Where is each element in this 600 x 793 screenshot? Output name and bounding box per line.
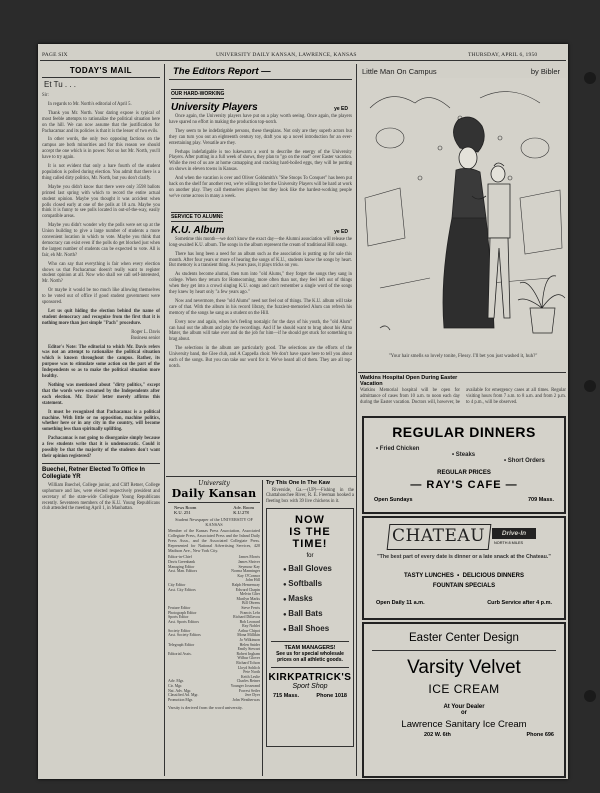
mail-subtitle: Et Tu . . . — [44, 80, 77, 89]
kaw-headline: Try This One In The Kaw — [266, 480, 330, 486]
cartoon-panel — [360, 64, 566, 374]
paper-title: UNIVERSITY DAILY KANSAN, LAWRENCE, KANSAS — [216, 52, 357, 58]
store-sub: Sport Shop — [292, 683, 328, 691]
paragraph: Riverside, Ga.—(UP)—Fishing in the Chattahoochee River, R. E. Freeman hooked a fleeting box with 39 live chickens in it. — [266, 487, 354, 505]
staff-person: John Weatherwax — [232, 697, 260, 702]
buechel-headline: Buechel, Retner Elected To Office In Collegiate YR — [42, 466, 145, 480]
masthead-description: Student Newspaper of the UNIVERSITY OF KANSAS — [175, 517, 253, 528]
store-name: KIRKPATRICK'S — [268, 672, 352, 684]
paragraph: Thank you Mr. North. Your daring expose is typical of most feeble attempts to rationalize the political situation here on the hill. We can now assume that the justification for Pachacamac and its policies is that it is the lesser of two evils. — [42, 110, 160, 134]
staff-person: Ray Noblet — [242, 624, 260, 629]
section-label: OUR HARD-WORKING — [171, 91, 225, 97]
cartoon-title: Little Man On Campus — [362, 67, 437, 76]
bullet-icon: ● — [283, 627, 289, 634]
ad-item: ● Masks — [283, 594, 313, 604]
paragraph: Every now and again, when he's feeling nostalgic for the days of his youth, the "old Alum" can haul out the album and play the recordings. And if he should want to brag about his Alma Mater, the album will take over and do the job for him—if he should get stuck for something to brag about. — [169, 319, 352, 343]
mail-letter — [42, 93, 160, 460]
masthead — [168, 480, 260, 776]
staff-role: Nat. Adv. Mgr. — [168, 688, 192, 693]
chateau-curb: Curb Service after 4 p.m. — [487, 600, 552, 606]
paragraph: Let us quit hiding the election behind the name of student democracy and recognize from the first that it is nothing more than just simple "Pach" procedure. — [42, 309, 160, 326]
paragraph: In other words, the only two opposing factions on the campus are both minorities and for this reason we should accept the one which is in power. Not so hot Mr. North, you'll have to try again. — [42, 137, 160, 161]
news-room-label: News Room — [174, 505, 197, 510]
paragraph: Maybe you didn't wonder why the polls were set up at the Union building to give a large number of students a more convenient location in which to vote. Maybe you think that democracy can exist even if the polls do get blocked just when the largest number of students can be expected to vote. All is fair, eh Mr. North? — [42, 223, 160, 258]
rays-item: • Short Orders — [504, 458, 545, 464]
rays-cafe-ad — [362, 416, 566, 514]
staff-person: Wilbur Glover — [237, 656, 260, 661]
todays-mail-column — [42, 64, 160, 776]
paragraph: As students become alumni, then turn into "old Alums," they forget the songs they sang in college. When they return for Homecoming, more often than not, they feel left out of things when they get into a crowd singing K.U. songs and can't remember a single word of the songs they knew by heart only "a few years ago." — [169, 272, 352, 296]
paragraph: Who can say that everything is fair when every election shows us that Pachacamac doesn't really want to register student opinion at all. Now who shall we call self-interested, Mr. North? — [42, 261, 160, 285]
header-rule — [40, 60, 566, 61]
page-number: PAGE SIX — [42, 52, 68, 58]
staff-person: Keith Leslie — [240, 674, 260, 679]
staff-person: John Hill — [245, 578, 260, 583]
editors-report-title: The Editors Report — — [173, 66, 271, 77]
staff-person: Melvin Glier — [239, 592, 260, 597]
easter-dealer: At Your Dealer — [443, 704, 485, 710]
staff-person: Lloyd Sohlich — [237, 665, 260, 670]
buechel-story — [42, 483, 160, 513]
paragraph: In regards to Mr. North's editorial of April 5. — [48, 101, 132, 107]
adv-room-number: K.U.278 — [233, 510, 249, 516]
staff-role: Sports Editor — [168, 615, 189, 620]
ad-now: NOW — [295, 514, 325, 527]
staff-person: Edward Chapin — [235, 587, 260, 592]
byline: ye ED — [334, 228, 348, 235]
ad-is-the: IS THE — [289, 526, 331, 539]
staff-role: Asst. Man. Editors — [168, 569, 198, 574]
chateau-items: TASTY LUNCHES • DELICIOUS DINNERS — [404, 573, 524, 579]
right-mid-column — [266, 480, 354, 776]
column-rule — [356, 64, 357, 776]
easter-brand: Varsity Velvet — [407, 657, 521, 678]
paragraph: The selections in the album are particularly good. The selections are the efforts of the University band, the Glee club, and A Cappella choir. We don't have space here to tell you about each of the songs. But you can take our word for it. We've heard all of them. They are all top-notch. — [169, 346, 352, 369]
staff-role: Adv. Mgr. — [168, 679, 184, 684]
store-address: 715 Mass. — [273, 693, 299, 700]
signature-title: Business senior — [130, 335, 160, 341]
staff-row — [168, 698, 260, 703]
ad-item: ● Ball Bats — [283, 609, 323, 619]
easter-or: or — [461, 710, 467, 716]
varsity-velvet-ad — [362, 622, 566, 778]
rays-item: • Fried Chicken — [376, 446, 420, 452]
ad-for: for — [306, 553, 314, 560]
headline: University Players — [171, 102, 258, 113]
paragraph: Perhaps indefatigable is too lukewarm a word to describe the energy of the University Players. After putting in a full week of shows, they plan to "go on the road" over Easter vacation. While the rest of us are at home catnapping and cracking hard-boiled eggs, they will be putting on shows in eleven towns in Kansas. — [169, 149, 352, 173]
easter-address: 202 W. 6th — [424, 732, 451, 738]
staff-person: Marilyn Marks — [236, 596, 260, 601]
staff-person: Francis Lehr — [240, 610, 260, 615]
easter-company: Lawrence Sanitary Ice Cream — [401, 719, 527, 730]
rays-address: 709 Mass. — [528, 497, 554, 503]
column-rule — [262, 480, 263, 776]
ad-item: ● Softballs — [283, 579, 323, 589]
masthead-footer: Varsity is derived from the word university. — [168, 705, 243, 711]
paragraph: There has long been a need for an album such as the association is putting up for sale this month. After four years or more of hearing the songs of K.U., students know the songs by heart. But memory is a transient thing. As years pass, it plays tricks on you. — [169, 251, 352, 269]
store-phone: Phone 1018 — [316, 693, 347, 700]
staff-person: Robert Ingham — [236, 651, 260, 656]
masthead-name: Daily Kansan — [171, 487, 257, 500]
paragraph: Nothing was mentioned about "dirty politics," except that the words were screamed by the Independents after each election. Mr. Davis' letter merely affirms this statement. — [42, 382, 160, 406]
bullet-icon: ● — [283, 567, 289, 574]
rays-prices: REGULAR PRICES — [437, 470, 491, 476]
staff-role: Editor-in-Chief — [168, 555, 192, 560]
chateau-open: Open Daily 11 a.m. — [376, 600, 425, 606]
hospital-headline: Watkins Hospital Open During Easter Vacation — [360, 375, 458, 388]
newspaper-page — [38, 44, 568, 779]
issue-date: THURSDAY, APRIL 6, 1950 — [468, 52, 538, 58]
staff-person: Kay O'Connor — [237, 573, 260, 578]
bullet-icon: ● — [283, 597, 289, 604]
paragraph: Pachacamac is not going to disorganize simply because a few students write that it is undemocratic. Could it possibly be that the majority of the students don't want their opinion registered? — [42, 436, 160, 459]
paragraph: It must be recognized that Pachacamac is a political machine. With little or no opposition, machine politics, whether here or in any city in the country, will become something less than spiritually uplifting. — [42, 409, 160, 433]
paragraph: Once again, the University players have put on a play worth seeing. Once again, the players have spared no effort in making the production top-notch. — [169, 114, 352, 125]
staff-person: Jere Dyer — [244, 693, 260, 698]
cartoon-drawing — [360, 78, 566, 350]
salutation: Sir: — [42, 93, 49, 98]
staff-person: Bob Leonard — [239, 619, 260, 624]
section-label: SERVICE TO ALUMNI: — [171, 213, 224, 220]
paragraph: Sometime this month—we don't know the exact day—the Alumni association will release the long-awaited K.U. album. The songs in the album represent the cream of traditional Hill songs. — [169, 236, 352, 248]
staff-person: Seymour Kay — [238, 564, 260, 569]
staff-person: Emily Stewart — [237, 647, 260, 652]
paragraph: They seem to be indefatigable persons, these thespians. Not only are they superb actors but they can turn you out an eighteenth century toy, draft you up a novel introduction for an ever-entertaining play. Versatile are they. — [169, 128, 352, 146]
binder-hole — [584, 380, 596, 392]
staff-person: James Shriver — [238, 559, 260, 564]
staff-role: Classified Ad. Mgr. — [168, 693, 199, 698]
rays-title: REGULAR DINNERS — [392, 424, 536, 440]
binder-hole — [584, 72, 596, 84]
staff-role: Telegraph Editor — [168, 642, 195, 647]
staff-role: Asst. Sports Editors — [168, 619, 200, 624]
easter-phone: Phone 696 — [526, 732, 554, 738]
kirkpatrick-ad — [266, 508, 354, 747]
rays-item: • Steaks — [452, 452, 476, 458]
staff-person: Jo Wilkinson — [239, 638, 260, 643]
staff-role: Managing Editor — [168, 564, 195, 569]
ad-managers-body: See us for special wholesale prices on all athletic goods. — [276, 651, 344, 664]
column-rule — [164, 64, 165, 776]
staff-role: City Editor — [168, 582, 186, 587]
rays-open: Open Sundays — [374, 497, 413, 503]
headline: K.U. Album — [171, 224, 225, 236]
staff-role: Feature Editor — [168, 605, 191, 610]
binder-hole — [584, 690, 596, 702]
staff-person: Pete North — [243, 670, 260, 675]
staff-person: Richard Dillavou — [233, 615, 260, 620]
ad-time: TIME! — [292, 538, 328, 551]
staff-person: James Morris — [238, 555, 260, 560]
masthead-university: University — [198, 480, 230, 487]
news-room-number: K.U. 251 — [174, 510, 191, 516]
article-body — [169, 237, 352, 370]
staff-role: Asst. City Editors — [168, 587, 196, 592]
staff-role: Promotion Mgr. — [168, 697, 193, 702]
ad-item: ● Ball Shoes — [283, 624, 330, 634]
chateau-sub: NORTH 8 MILES — [494, 541, 524, 545]
staff-role: Asst. Society Editors — [168, 633, 201, 638]
rays-name: — RAY'S CAFE — — [410, 479, 518, 491]
staff-person: Richard Tolson — [236, 661, 260, 666]
chateau-tagline: "The best part of every date is dinner or a late snack at the Chateau." — [377, 554, 551, 560]
article-body — [169, 114, 352, 200]
cartoon-caption: "Your hair smells so lovely tonite, Flessy. I'll bet you just washed it, huh?" — [388, 354, 538, 359]
staff-person: Arthur Chipot — [238, 628, 260, 633]
hospital-story: Watkins Memorial hospital will be open for admittance of cases from 10 a.m. to noon each day during the Easter vacation. Doctors will, however, be available for emergency cases at all times. Regular visiting hours from 7 a.m. to 8 a.m. and from 2 p.m. to 4 p.m., will be observed. — [360, 388, 566, 406]
staff-role: Cir. Mgr. — [168, 684, 183, 689]
staff-role: Editorial Assts. — [168, 651, 192, 656]
staff-person: Younger Josserand — [230, 684, 260, 689]
staff-role: Photograph Editor — [168, 610, 197, 615]
editors-note: Editor's Note: The editorial to which Mr. Davis refers was not an attempt to rationalize the political situation which is known throughout the campus. Rather, its purpose was to stimulate some action on the part of the Independents so as to make the political situation more healthy. — [42, 344, 160, 380]
chateau-drive-in: Drive-In — [492, 528, 536, 539]
staff-person: Ralph Hemenway — [232, 582, 260, 587]
staff-person: Helen Snider — [239, 642, 260, 647]
easter-title: Easter Center Design — [409, 632, 519, 644]
easter-product: ICE CREAM — [428, 682, 500, 696]
paragraph: Now and nevermore, these "old Alums" need not feel out of things. The K.U. album will take care of that. With the album in his record library, the fuzziest-memoried Alum can refresh his memory of the songs he sang as a student on the Hill. — [169, 298, 352, 316]
chateau-item3: FOUNTAIN SPECIALS — [432, 583, 496, 589]
kaw-story — [266, 488, 354, 506]
paragraph: William Buechel, College junior, and Cliff Retner, College sophomore and law, were elected respectively president and secretary of the state-wide Collegiate Young Republicans recently. Seventeen members of the K.U. Young Republicans club attended the meeting April 1, in Manhattan. — [42, 482, 160, 512]
byline: ye ED — [334, 106, 348, 112]
editors-report — [169, 64, 352, 474]
paragraph: And when the vacation is over and Oliver Goldsmith's "She Stoops To Conquer" has been put back on the shelf for another rest, we're willing to bet the University Players will be hard at work on another play. They call themselves players but they look like the hardest-working people we've come across in many a week. — [169, 176, 352, 199]
ad-item: ● Ball Gloves — [283, 564, 332, 574]
staff-role: Davis Greenbank — [168, 559, 196, 564]
signature-name: Roger L. Davis — [131, 329, 160, 335]
paragraph: Maybe you didn't know that there were only 3598 ballots printed last spring with which to record the entire actual student opinion. Maybe you thought it was accident when polls closed early at one of the polls at 10 a.m. Maybe you think it is funny to see polls located in out-of-the-way, easily compatible areas. — [42, 184, 160, 220]
mail-title: TODAY'S MAIL — [69, 66, 133, 75]
staff-role: Society Editor — [168, 628, 191, 633]
section-rule — [166, 476, 356, 477]
hospital-notice — [360, 375, 566, 413]
bullet-icon: ● — [283, 612, 289, 619]
staff-person: Steve Ferris — [241, 605, 260, 610]
adv-room-label: Adv. Room — [233, 505, 254, 510]
bullet-icon: ● — [283, 582, 289, 589]
chateau-ad — [362, 516, 566, 620]
paragraph: Or maybe it would be too much like allowing themselves to be voted out of office if good student government were sponsored. — [42, 288, 160, 306]
staff-person: Charles Reiner — [236, 679, 260, 684]
staff-person: Norma Manninger — [231, 569, 260, 574]
chateau-name: CHATEAU — [392, 526, 486, 546]
section-rule — [358, 372, 566, 373]
ad-managers: TEAM MANAGERS! — [284, 645, 336, 652]
staff-list — [168, 555, 260, 702]
staff-person: Forrest Seiler — [238, 688, 260, 693]
staff-person: Mona Millikin — [237, 633, 260, 638]
cartoon-byline: by Bibler — [530, 67, 560, 76]
paragraph: It is not evident that only a bare fourth of the student population is polled during election. You admit that there is a thing called dirty politics, Mr. North, but you don't clarify. — [42, 164, 160, 181]
masthead-member: Member of the Kansas Press Association, Associated Collegiate Press, Associated Press and the Inland Daily Press Assn., and the Associated Collegiate Press. Represented for National Advertising Services, 420 Madison Ave., New York City. — [168, 528, 260, 553]
staff-person: Bill Ohrens — [241, 601, 260, 606]
ad-item-list — [267, 562, 353, 637]
